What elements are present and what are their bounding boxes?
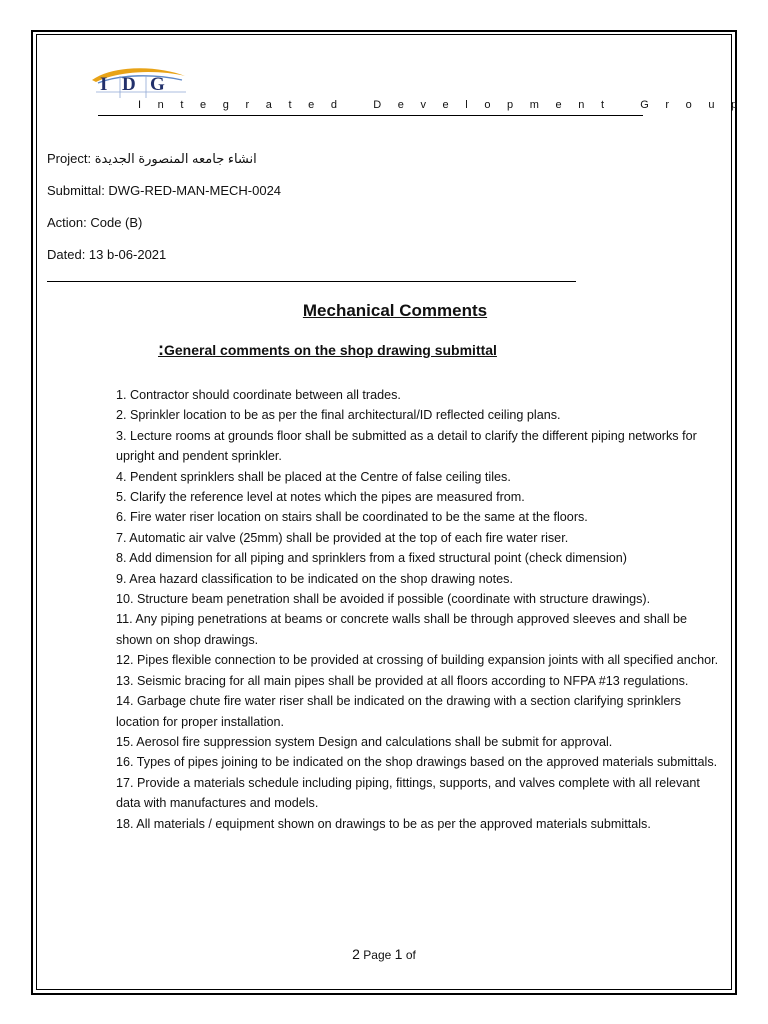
comment-item: 13. Seismic bracing for all main pipes shall be provided at all floors according to NFPA #13 regulations. xyxy=(116,673,689,688)
subtitle-text: General comments on the shop drawing submittal xyxy=(164,342,497,358)
logo-letters xyxy=(100,74,165,96)
section-subtitle xyxy=(158,339,497,360)
page-word: Page xyxy=(363,948,392,962)
comment-item: 15. Aerosol fire suppression system Design and calculations shall be submit for approval. xyxy=(116,734,613,749)
page-total: 2 xyxy=(352,946,360,962)
header-divider xyxy=(98,115,643,116)
submittal-line: Submittal: DWG-RED-MAN-MECH-0024 xyxy=(47,183,282,198)
comment-item: 10. Structure beam penetration shall be avoided if possible (coordinate with structure drawings). xyxy=(116,592,651,607)
comment-item: 3. Lecture rooms at grounds floor shall be submitted as a detail to clarify the different piping networks for upright and pendent sprinkler. xyxy=(116,428,697,464)
comment-item: 11. Any piping penetrations at beams or concrete walls shall be through approved sleeves and shall be shown on shop drawings. xyxy=(116,612,688,647)
meta-divider xyxy=(47,281,576,282)
page-current: 1 xyxy=(394,946,403,962)
comment-item: 16. Types of pipes joining to be indicated on the shop drawings based on the approved materials submittals. xyxy=(116,755,718,770)
comment-item: 4. Pendent sprinklers shall be placed at the Centre of false ceiling tiles. xyxy=(116,469,511,484)
comment-item: 2. Sprinkler location to be as per the final architectural/ID reflected ceiling plans. xyxy=(116,408,561,423)
comment-item: 14. Garbage chute fire water riser shall be indicated on the drawing with a section clarifying sprinklers location for proper installation. xyxy=(116,694,681,729)
comment-item: 8. Add dimension for all piping and sprinklers from a fixed structural point (check dimension) xyxy=(116,551,627,566)
logo-letter-g: G xyxy=(150,74,165,95)
subtitle-colon: : xyxy=(158,339,164,359)
logo-letter-d: D xyxy=(122,74,136,95)
comment-item: 5. Clarify the reference level at notes which the pipes are measured from. xyxy=(116,490,525,505)
action-line: Action: Code (B) xyxy=(47,215,143,230)
document-title: Mechanical Comments xyxy=(302,301,488,320)
dated-line: Dated: 13 b-06-2021 xyxy=(47,247,167,262)
comment-item: 12. Pipes flexible connection to be provided at crossing of building expansion joints with all specified anchor. xyxy=(116,653,719,668)
project-value: انشاء جامعه المنصورة الجديدة xyxy=(94,151,257,166)
idg-logo xyxy=(90,66,190,102)
company-name: Integrated Development Group xyxy=(138,99,754,111)
comment-item: 1. Contractor should coordinate between all trades. xyxy=(116,388,401,402)
logo-letter-i: I xyxy=(100,74,108,95)
page-footer xyxy=(0,946,768,962)
of-word: of xyxy=(405,948,416,962)
comments-list xyxy=(116,385,724,834)
project-line xyxy=(47,151,257,167)
comment-item: 6. Fire water riser location on stairs shall be coordinated to be the same at the floors. xyxy=(116,510,588,525)
project-label: Project: xyxy=(47,151,95,166)
comment-item: 17. Provide a materials schedule including piping, fittings, supports, and valves complete with all relevant data with manufactures and models. xyxy=(116,775,700,811)
comment-item: 7. Automatic air valve (25mm) shall be provided at the top of each fire water riser. xyxy=(116,530,569,545)
comment-item: 9. Area hazard classification to be indicated on the shop drawing notes. xyxy=(116,571,513,586)
comment-item: 18. All materials / equipment shown on drawings to be as per the approved materials submittals. xyxy=(116,816,651,831)
